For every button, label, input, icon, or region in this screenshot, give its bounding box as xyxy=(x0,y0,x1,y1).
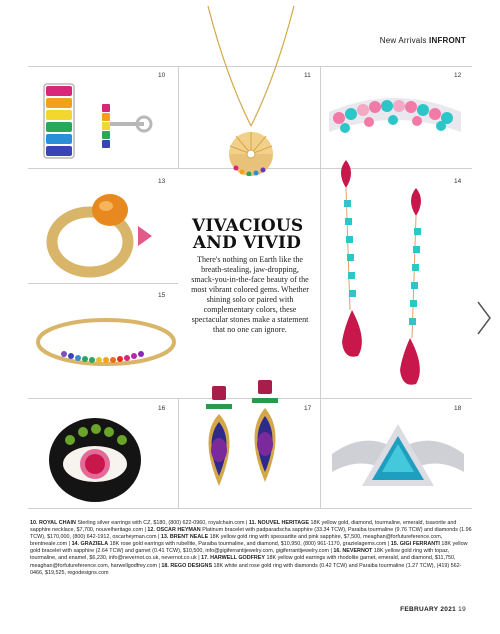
article-intro: There's nothing on Earth like the breath-stealing, jaw-dropping, smack-you-in-the-face beauty of the most vibrant colored gems. Whether shining solo or paired with complementary colors, these spectacular stones make a statement that no one can ignore. xyxy=(191,255,309,334)
credit-text: 18K rose gold earrings with rubellite, Paraiba tourmaline, and diamond, $10,950, (800) 961-1170, grazielagems.com | xyxy=(108,541,391,548)
credit-text: 18K white and rose gold ring with diamonds (0.42 TCW) and Paraiba tourmaline (1.27 TCW), (419) 562-0466, $19,525, regodesigns.com xyxy=(30,562,462,576)
cell-number-13: 13 xyxy=(158,178,166,185)
credit-text: 18K yellow gold earrings with rhodolite garnet, emerald, and diamond, $11,750, meaghan@forfutureference.com, harwellgodfrey.com | xyxy=(30,555,456,569)
cell-number-11: 11 xyxy=(304,72,311,79)
header-brand: INFRONT xyxy=(429,36,466,45)
grid-rule xyxy=(28,283,178,284)
ring-paraiba-image xyxy=(330,414,466,504)
cell-number-15: 15 xyxy=(158,292,166,299)
cell-number-10: 10 xyxy=(158,72,166,79)
credit-text: 18K yellow gold ring with topaz, tourmaline, and enamel, $6,230, info@nevernot.co.uk, nevernot.co.uk | xyxy=(30,548,450,562)
header-section: New Arrivals xyxy=(379,36,427,45)
cell-number-18: 18 xyxy=(454,405,462,412)
earrings-shield-image xyxy=(188,376,314,508)
bracelet-gemstone-image xyxy=(325,88,465,148)
credit-text: 18K yellow gold ring with spessartite and pink sapphire, $7,500, meaghan@forfutureference.com, brentneale.com | xyxy=(30,534,443,548)
headline-line-2: AND VIVID xyxy=(192,233,302,253)
chevron-right-icon[interactable] xyxy=(476,300,492,336)
cell-number-17: 17 xyxy=(304,405,312,412)
credit-name: 13. BRENT NEALE xyxy=(160,534,209,541)
credit-text: Platinum bracelet with padparadscha sapphire (33.34 TCW), Paraiba tourmaline (9.76 TCW) and diamonds (1.96 TCW), $170,000, (800) 642-1912, oscarheyman.com | xyxy=(30,527,472,541)
bracelet-bypass-image xyxy=(34,306,180,376)
grid-rule xyxy=(178,66,179,168)
grid-rule xyxy=(320,66,321,508)
necklace-sun-image xyxy=(196,6,306,176)
ring-cabochon-image xyxy=(40,182,170,282)
header xyxy=(380,36,466,45)
credit-name: 12. OSCAR HEYMAN xyxy=(147,527,201,534)
credit-name: 11. NOUVEL HERITAGE xyxy=(248,520,309,526)
credit-name: 17. HARWELL GODFREY xyxy=(201,555,265,562)
earrings-rainbow-image xyxy=(40,82,170,162)
article-headline xyxy=(192,218,302,252)
ring-evil-eye-image xyxy=(40,414,150,506)
cell-number-14: 14 xyxy=(454,178,462,185)
credit-text: 18K yellow gold, diamond, tourmaline, emerald, tsavorite and sapphire necklace, $7,700, nouvelheritage.com | xyxy=(30,520,457,534)
credit-name: 10. ROYAL CHAIN xyxy=(30,520,76,526)
credit-text: 18K yellow gold bracelet with sapphire (2.64 TCW) and garnet (0.41 TCW), $10,500, info@gigiferrantijewelry.com, gigiferrantijewelry.com | xyxy=(30,541,468,555)
headline-line-1: VIVACIOUS xyxy=(192,216,304,236)
credit-name: 14. GRAZIELA xyxy=(71,541,109,548)
grid-rule xyxy=(28,508,472,509)
credit-name: 18. REGO DESIGNS xyxy=(161,562,213,569)
cell-number-12: 12 xyxy=(454,72,462,79)
credit-text: Sterling silver earrings with CZ, $180, (800) 622-0960, royalchain.com | xyxy=(75,520,249,526)
grid-rule xyxy=(178,398,179,508)
page-number: 19 xyxy=(458,606,466,613)
credits-block xyxy=(30,520,472,577)
page-footer xyxy=(400,606,466,613)
cell-number-16: 16 xyxy=(158,405,166,412)
credit-name: 16. NEVERNOT xyxy=(333,548,373,555)
earrings-drop-image xyxy=(330,160,460,390)
credit-name: 15. GIGI FERRANTI xyxy=(390,541,440,548)
footer-month: FEBRUARY 2021 xyxy=(400,606,457,613)
